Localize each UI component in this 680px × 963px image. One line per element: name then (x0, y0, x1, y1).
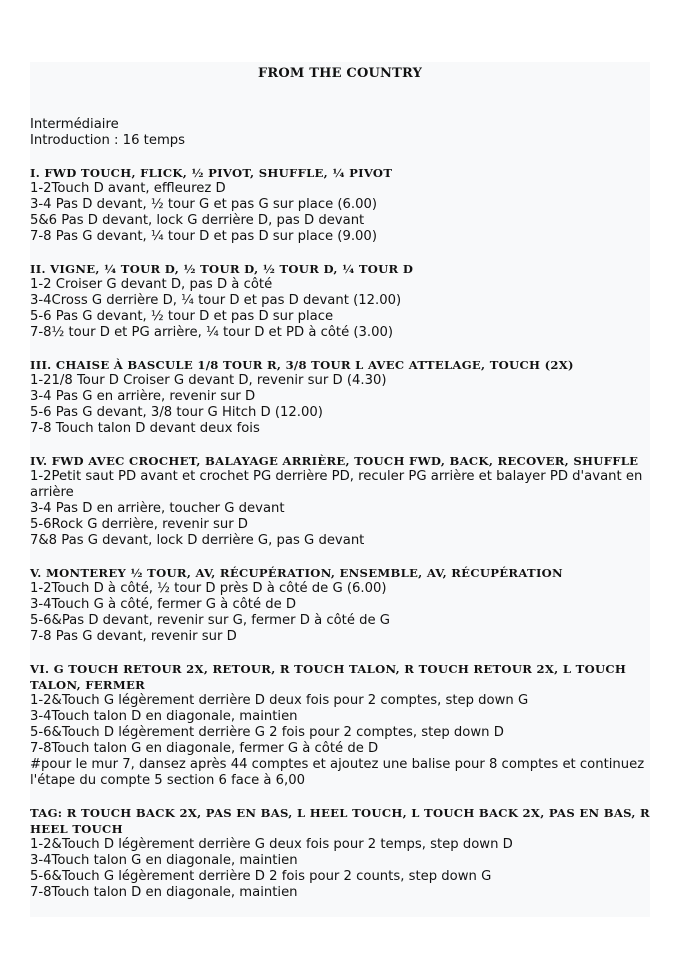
step-line: 1-2&Touch D légèrement derrière G deux fois pour 2 temps, step down D (30, 837, 513, 852)
step-line: 5-6&Touch G légèrement derrière D 2 fois pour 2 counts, step down G (30, 869, 492, 884)
section-heading: I. FWD TOUCH, FLICK, ½ PIVOT, SHUFFLE, ¼ PIVOT (30, 166, 393, 180)
level-text: Intermédiaire (30, 117, 119, 132)
section (30, 661, 650, 789)
spacer (30, 645, 650, 661)
section (30, 165, 650, 245)
section-heading: IV. FWD AVEC CROCHET, BALAYAGE ARRIÈRE, TOUCH FWD, BACK, RECOVER, SHUFFLE (30, 454, 639, 468)
section-heading: II. VIGNE, ¼ TOUR D, ½ TOUR D, ½ TOUR D, ¼ TOUR D (30, 262, 414, 276)
section-heading: V. MONTEREY ½ TOUR, AV, RÉCUPÉRATION, ENSEMBLE, AV, RÉCUPÉRATION (30, 566, 563, 580)
step-line: 7&8 Pas G devant, lock D derrière G, pas G devant (30, 533, 365, 548)
intro-text: Introduction : 16 temps (30, 133, 186, 148)
step-line: 7-8 Pas G devant, revenir sur D (30, 629, 237, 644)
step-line: 7-8 Pas G devant, ¼ tour D et pas D sur place (9.00) (30, 229, 377, 244)
step-line: 5&6 Pas D devant, lock G derrière D, pas D devant (30, 213, 365, 228)
document-title: FROM THE COUNTRY (257, 66, 423, 81)
step-line: 3-4Touch talon D en diagonale, maintien (30, 709, 298, 724)
step-line: 7-8 Touch talon D devant deux fois (30, 421, 260, 436)
step-line: 3-4Cross G derrière D, ¼ tour D et pas D devant (12.00) (30, 293, 402, 308)
step-line: 7-8Touch talon D en diagonale, maintien (30, 885, 298, 900)
step-line: 1-2Touch D à côté, ½ tour D près D à côté de G (6.00) (30, 581, 387, 596)
step-line: 7-8½ tour D et PG arrière, ¼ tour D et PD à côté (3.00) (30, 325, 394, 340)
spacer (30, 789, 650, 805)
step-line: 1-2 Croiser G devant D, pas D à côté (30, 277, 273, 292)
note-line: #pour le mur 7, dansez après 44 comptes et ajoutez une balise pour 8 comptes et continuez l'étape du compte 5 section 6 face à 6,00 (30, 757, 645, 788)
spacer (30, 341, 650, 357)
step-line: 7-8Touch talon G en diagonale, fermer G à côté de D (30, 741, 379, 756)
section (30, 565, 650, 645)
spacer (30, 549, 650, 565)
step-line: 5-6&Pas D devant, revenir sur G, fermer D à côté de G (30, 613, 391, 628)
document-body (30, 117, 650, 901)
spacer (30, 245, 650, 261)
section (30, 453, 650, 549)
step-line: 3-4Touch G à côté, fermer G à côté de D (30, 597, 297, 612)
step-line: 3-4 Pas G en arrière, revenir sur D (30, 389, 256, 404)
step-line: 5-6 Pas G devant, 3/8 tour G Hitch D (12.00) (30, 405, 323, 420)
step-line: 1-2Petit saut PD avant et crochet PG derrière PD, reculer PG arrière et balayer PD d'avant en arrière (30, 469, 643, 500)
step-line: 3-4 Pas D en arrière, toucher G devant (30, 501, 285, 516)
section-heading: TAG: R TOUCH BACK 2X, PAS EN BAS, L HEEL TOUCH, L TOUCH BACK 2X, PAS EN BAS, R HEEL TOUCH (30, 806, 650, 836)
section-heading: VI. G TOUCH RETOUR 2X, RETOUR, R TOUCH TALON, R TOUCH RETOUR 2X, L TOUCH TALON, FERMER (30, 662, 627, 692)
step-line: 5-6Rock G derrière, revenir sur D (30, 517, 248, 532)
step-line: 5-6&Touch D légèrement derrière G 2 fois pour 2 comptes, step down D (30, 725, 504, 740)
step-line: 3-4 Pas D devant, ½ tour G et pas G sur place (6.00) (30, 197, 378, 212)
section (30, 805, 650, 901)
section-heading: III. CHAISE À BASCULE 1/8 TOUR R, 3/8 TOUR L AVEC ATTELAGE, TOUCH (2X) (30, 358, 574, 372)
document-page (30, 62, 650, 917)
spacer (30, 437, 650, 453)
step-line: 1-2Touch D avant, effleurez D (30, 181, 226, 196)
section (30, 357, 650, 437)
step-line: 1-21/8 Tour D Croiser G devant D, revenir sur D (4.30) (30, 373, 387, 388)
step-line: 3-4Touch talon G en diagonale, maintien (30, 853, 298, 868)
spacer (30, 149, 650, 165)
step-line: 1-2&Touch G légèrement derrière D deux fois pour 2 comptes, step down G (30, 693, 529, 708)
step-line: 5-6 Pas G devant, ½ tour D et pas D sur place (30, 309, 334, 324)
section (30, 261, 650, 341)
